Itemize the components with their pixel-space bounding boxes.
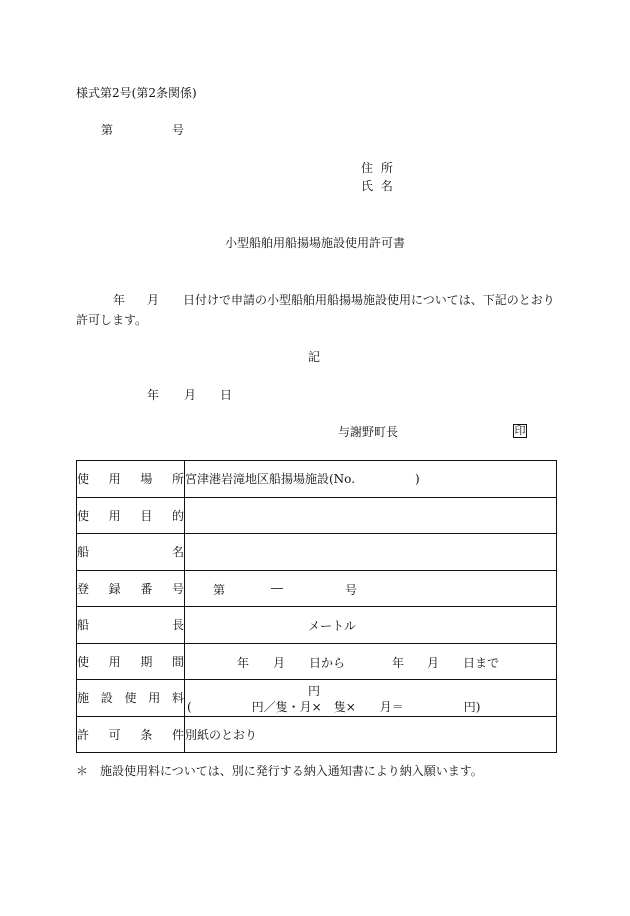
body-line2: 許可します。 [76, 313, 148, 327]
table-row [77, 680, 557, 717]
row-label: 船長 [77, 618, 184, 633]
seal-mark: 印 [514, 424, 526, 437]
ref-go: 号 [172, 123, 185, 137]
row-label: 登録番号 [77, 581, 184, 596]
document-title: 小型船舶用船揚場施設使用許可書 [225, 236, 406, 250]
row-value: 別紙のとおり [185, 716, 557, 753]
issuer: 与謝野町長 [338, 425, 399, 439]
reg-dash: ― [271, 580, 283, 595]
table-row [77, 570, 557, 607]
row-label: 使用目的 [77, 508, 184, 523]
row-value [185, 497, 557, 534]
period-until: 日まで [463, 655, 500, 670]
table-row [77, 607, 557, 644]
row-label: 許可条件 [77, 727, 184, 742]
date-month: 月 [184, 388, 197, 402]
period-from: 日から [309, 655, 346, 670]
period-month: 月 [273, 655, 286, 670]
ref-dai: 第 [101, 123, 114, 137]
row-label: 船名 [77, 545, 184, 560]
permit-table [76, 460, 557, 753]
row-value [185, 534, 557, 571]
table-row [77, 497, 557, 534]
body-line1: 日付けで申請の小型船舶用船揚場施設使用については、下記のとおり [183, 293, 555, 307]
period-year2: 年 [392, 655, 405, 670]
ki-heading: 記 [308, 350, 321, 364]
reg-go: 号 [345, 582, 358, 597]
period-year: 年 [237, 655, 250, 670]
row-label: 施設使用料 [77, 691, 184, 706]
form-number: 様式第2号(第2条関係) [76, 86, 197, 100]
fee-yen-top: 円 [308, 684, 321, 698]
date-day: 日 [220, 388, 233, 402]
body-month: 月 [147, 293, 160, 307]
period-month2: 月 [427, 655, 440, 670]
table-row [77, 534, 557, 571]
table-row [77, 461, 557, 498]
table-row [77, 643, 557, 680]
name-label: 氏 名 [361, 179, 395, 193]
row-value: 宮津港岩滝地区船揚場施設(No. ) [185, 461, 557, 498]
table-row [77, 716, 557, 753]
length-unit: メートル [308, 619, 357, 633]
footnote: ＊ 施設使用料については、別に発行する納入通知書により納入願います。 [76, 764, 483, 778]
row-label: 使用期間 [77, 654, 184, 669]
row-label: 使用場所 [77, 472, 184, 487]
reg-dai: 第 [213, 582, 226, 597]
fee-formula: ( 円／隻・月× 隻× 月＝ 円) [187, 700, 481, 714]
date-year: 年 [147, 388, 160, 402]
body-year: 年 [113, 293, 126, 307]
address-label: 住 所 [361, 161, 395, 175]
